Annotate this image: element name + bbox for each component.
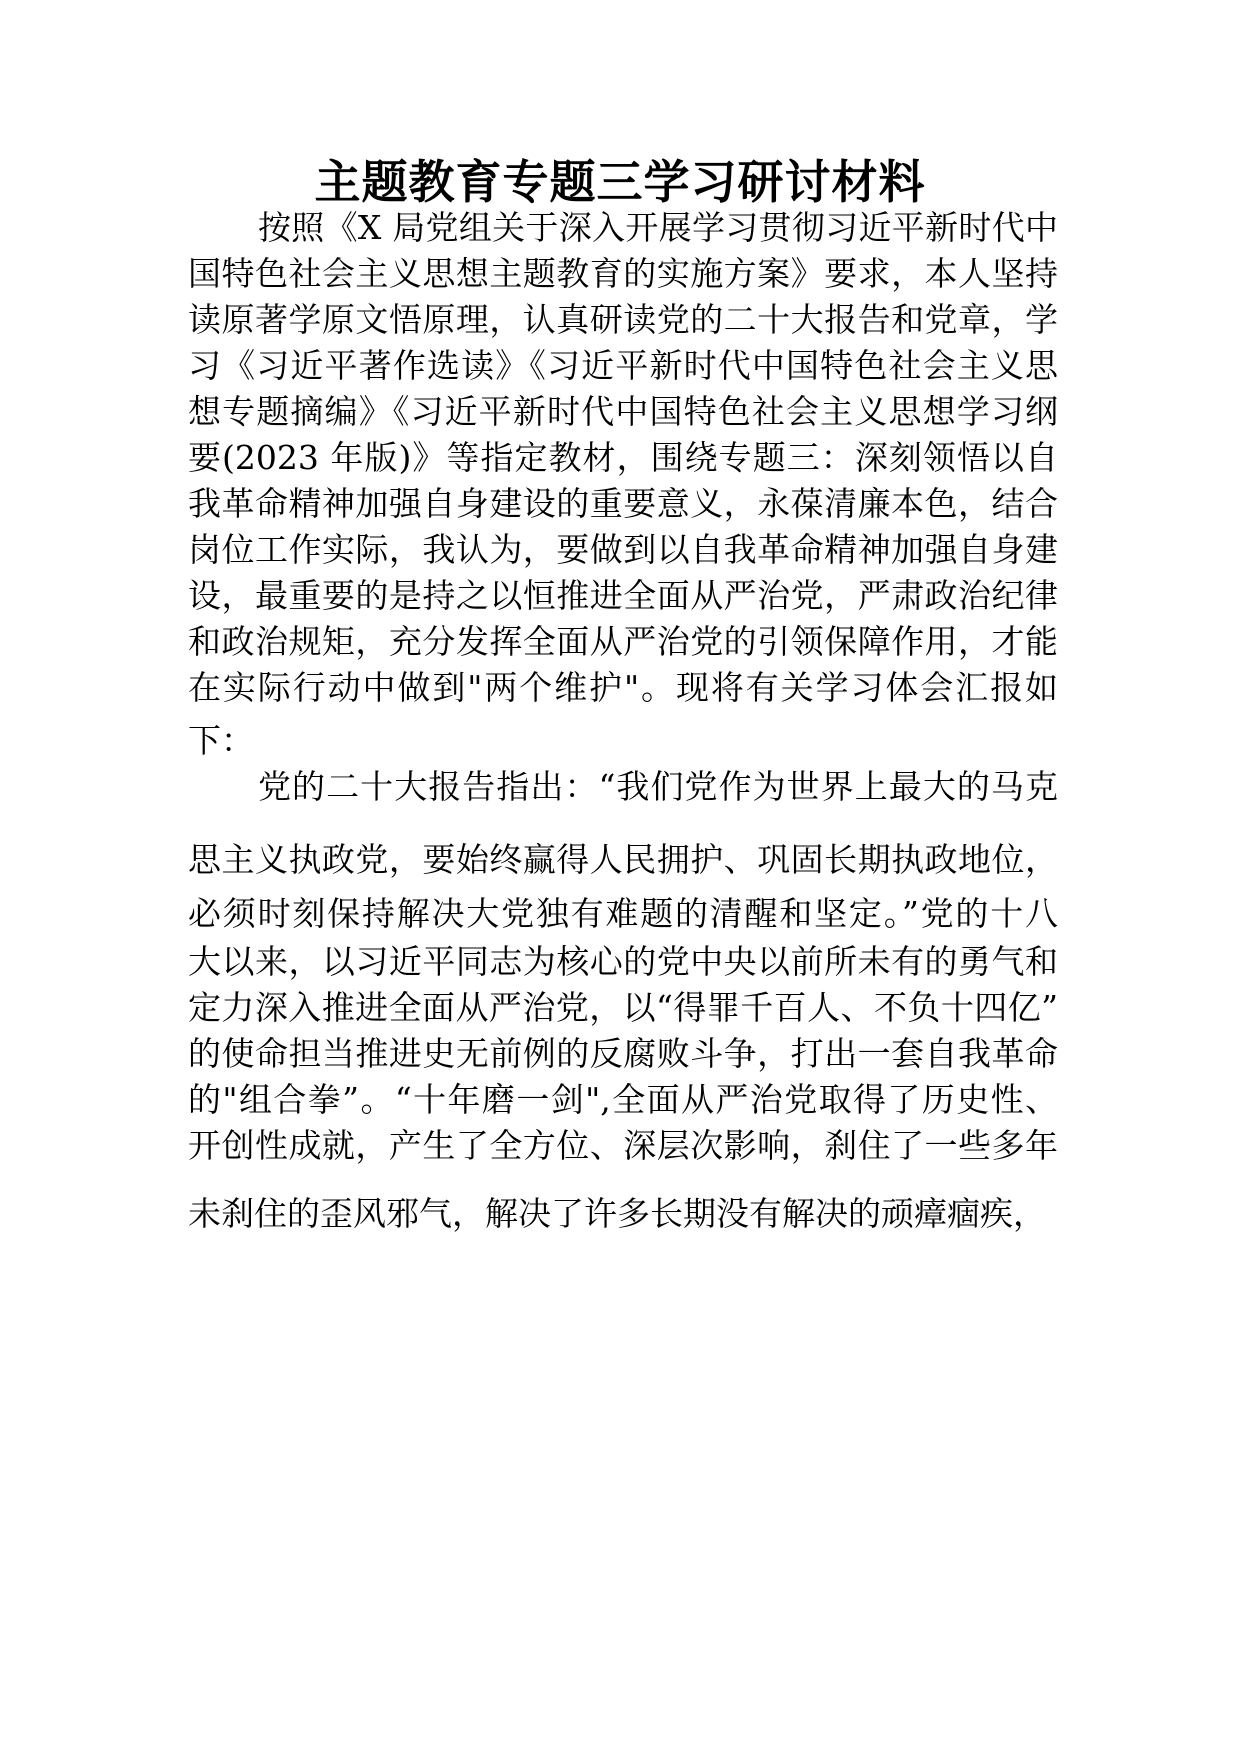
paragraph-line: 未刹住的歪风邪气，解决了许多长期没有解决的顽瘴痼疾，: [188, 1194, 1046, 1233]
paragraph-line: 大以来，以习近平同志为核心的党中央以前所未有的勇气和: [188, 942, 1058, 981]
paragraph-line: 和政治规矩，充分发挥全面从严治党的引领保障作用，才能: [188, 622, 1058, 661]
paragraph-line: 下：: [188, 721, 254, 760]
paragraph-line: 习《习近平著作选读》《习近平新时代中国特色社会主义思: [188, 346, 1058, 385]
paragraph-line: 党的二十大报告指出：“我们党作为世界上最大的马克: [258, 767, 1058, 806]
paragraph-line: 设，最重要的是持之以恒推进全面从严治党，严肃政治纪律: [188, 576, 1058, 615]
paragraph-line: 我革命精神加强自身建设的重要意义，永葆清廉本色，结合: [188, 484, 1058, 523]
paragraph-line: 想专题摘编》《习近平新时代中国特色社会主义思想学习纲: [188, 392, 1058, 431]
paragraph-line: 岗位工作实际，我认为，要做到以自我革命精神加强自身建: [188, 530, 1058, 569]
paragraph-line: 在实际行动中做到"两个维护"。现将有关学习体会汇报如: [188, 668, 1058, 707]
paragraph-line: 必须时刻保持解决大党独有难题的清醒和坚定。”党的十八: [188, 894, 1058, 933]
paragraph-line: 定力深入推进全面从严治党，以“得罪千百人、不负十四亿”: [188, 988, 1058, 1027]
paragraph-line: 国特色社会主义思想主题教育的实施方案》要求，本人坚持: [188, 254, 1058, 293]
paragraph-line: 读原著学原文悟原理，认真研读党的二十大报告和党章，学: [188, 300, 1058, 339]
paragraph-line: 的使命担当推进史无前例的反腐败斗争，打出一套自我革命: [188, 1034, 1058, 1073]
paragraph-line: 思主义执政党，要始终赢得人民拥护、巩固长期执政地位，: [188, 840, 1058, 879]
paragraph-line: 按照《X 局党组关于深入开展学习贯彻习近平新时代中: [258, 208, 1058, 247]
paragraph-line: 的"组合拳”。“十年磨一剑",全面从严治党取得了历史性、: [188, 1080, 1058, 1119]
paragraph-line: 开创性成就，产生了全方位、深层次影响，刹住了一些多年: [188, 1126, 1058, 1165]
paragraph-line: 要(2023 年版)》等指定教材，围绕专题三：深刻领悟以自: [188, 438, 1058, 477]
document-title: 主题教育专题三学习研讨材料: [314, 155, 926, 209]
